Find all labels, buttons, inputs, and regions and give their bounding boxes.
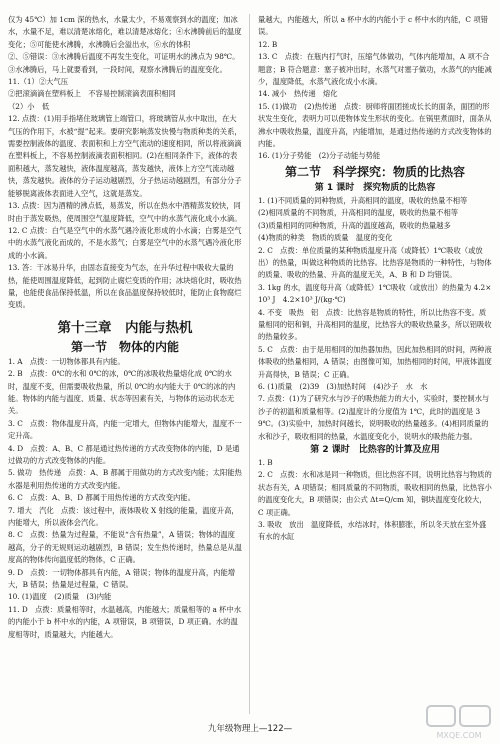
answer-paragraph: 3. 吸收 放出 温度降低，水结冰时，体积膨胀，所以冬天放在室外盛有水的水缸 — [258, 520, 487, 542]
answer-paragraph: 1. A 点拨：一切物体都具有内能。 — [8, 356, 125, 366]
answer-paragraph: ②把滚滴滴在塑料板上 不容易控制滚滴表面积相同 — [8, 89, 176, 99]
answer-paragraph: 1. (1)不同质量的同种物质，升高相同的温度，吸收的热量不相等 — [258, 195, 468, 205]
answer-paragraph: 12. 点拨：(1)用手指堵住玻璃管上端管口，将玻璃管从水中取出，在大气压的作用下，水被“提”起来。要研究影响蒸发快慢与物质种类的关系，需要控制液体的温度、表面积和上方空气流动的速度相同，所以将液滴滴在塑料板上，不容易控制液滴表面积相同。(2)在相同条件下，液体的表面积越大，蒸发越快，液体温度越高，蒸发越快，液体上方空气流动越快，蒸发越快。液体的分子运动越剧烈，分子热运动越剧烈，有部分分子能够脱离液体表面进入空气，这就是蒸发。 — [8, 114, 242, 198]
answer-paragraph: 7. 增大 汽化 点拨：该过程中，液体吸收 X 射线的能量，温度升高，内能增大，所以液体会汽化。 — [8, 505, 239, 528]
page-footer: 九年级物理上—122— — [207, 724, 293, 734]
answer-paragraph: 量越大，内能越大，所以 a 杯中水的内能小于 c 杯中水的内能，C 项错误。 — [258, 15, 488, 37]
watermark-logo — [424, 702, 494, 742]
answer-paragraph: ②、⑤错误：③水沸腾后温度不再发生变化，可证明水的沸点为 98℃。③水沸腾后，马上就要看到，一段时间，观察水沸腾后的温度变化。 — [8, 52, 240, 74]
answer-paragraph: 15. (1)做功 (2)热传递 点拨：厨师将面团搓成长长的面条，面团的形状发生变化，表明力可以使物体发生形状的变化。在锅里煮面时，面条从沸水中吸收热量，温度升高，内能增加，是通过热传递的方式改变物体的内能。 — [258, 101, 492, 149]
right-column — [258, 14, 492, 544]
section-heading: 第一节 物体的内能 — [70, 339, 179, 354]
left-column — [8, 14, 242, 641]
answer-paragraph: 11. D 点拨：质量相等时，水温越高，内能越大；质量相等的 a 杯中水的内能小于 b 杯中水的内能，A 项错误，B 项错误，D 项正确。水的温度相等时，质量越大，内能越大。 — [8, 604, 242, 639]
answer-paragraph: 11.（1）②大气压 — [8, 77, 69, 87]
answer-paragraph: 14. 减小 热传递 熔化 — [258, 89, 338, 99]
answer-paragraph: 3. 1kg 的水，温度每升高（或降低）1℃吸收（或放出）的热量为 4.2×10³ J 4.2×10³ J/(kg·℃) — [258, 282, 492, 305]
answer-paragraph: 3. C 点拨：物体温度升高，内能一定增大，但物体内能增大，温度不一定升高。 — [8, 418, 242, 441]
lesson-heading: 第 1 课时 探究物质的比热容 — [314, 182, 436, 193]
answer-paragraph: 10. (1)温度 (2)质量 (3)内能 — [8, 592, 112, 602]
answer-paragraph: 仅为 45℃）加 1cm 深的热水，水量太少，不易观察到水的温度；加冰水，水量不足，难以清楚冰熔化，难以清楚冰熔化；④水沸腾前后的温度变化；⑤可能使水沸腾，水沸腾后会溢出水，⑥水的体积 — [8, 15, 242, 49]
answer-paragraph: (4)物质的种类 物质的质量 温度的变化 — [258, 233, 393, 243]
answer-paragraph: 1. B — [258, 458, 273, 467]
answer-paragraph: 13. 点拨：因为酒精的沸点低，易蒸发，所以在热水中酒精蒸发较快，同时由于蒸发吸热，使周围空气温度降低，空气中的水蒸气液化成小水滴。 — [8, 201, 242, 223]
answer-paragraph: 16. (1)分子势能 (2)分子动能与势能 — [258, 151, 381, 161]
answer-paragraph: 5. 做功 热传递 点拨：A、B 都属于用做功的方式改变内能；太阳能热水器是利用热传递的方式改变内能。 — [8, 468, 242, 490]
answer-paragraph: 2. C 点拨：单位质量的某种物质温度升高（或降低）1℃吸收（或放出）的热量，叫做这种物质的比热容。比热容是物质的一种特性，与物体的质量、吸收的热量、升高的温度无关，A、B 和 D 均错误。 — [258, 245, 492, 280]
answer-paragraph: 13. 答：干冰易升华，由固态直接变为气态，在升华过程中吸收大量的热，能使周围温度降低，起到防止腐烂变质的作用；冰块熔化时，吸收热量，也能使食品保持低温，所以在食品温度保持较低时，能防止食物腐烂变质。 — [8, 263, 242, 310]
answer-paragraph: 8. C 点拨：热量为过程量，不能说“含有热量”，A 错误；物体的温度越高，分子的无规则运动越剧烈，B 错误；发生热传递时，热量总是从温度高的物体传向温度低的物体，C 正确。 — [8, 530, 242, 565]
answer-paragraph: 12. C 点拨：白气是空气中的水蒸气遇冷液化形成的小水滴；白雾是空气中的水蒸气液化而成的，不是水蒸气；白雾是空气中的水蒸气遇冷液化形成的小水滴。 — [8, 225, 242, 260]
svg-text:MXQE.COM: MXQE.COM — [436, 731, 482, 740]
answer-paragraph: 4. D 点拨：A、B、C 都是通过热传递的方式改变物体的内能，D 是通过做功的方式改变物体的内能。 — [8, 443, 240, 465]
answer-paragraph: 2. B 点拨：0℃的水和 0℃的冰，0℃的冰吸收热量熔化成 0℃的水时，温度不变，但需要吸收热量，所以 0℃的水内能大于 0℃的冰的内能。物体的内能与温度、质量、状态等因素有关，与物体的运动状态无关。 — [8, 369, 236, 416]
answer-paragraph: （2）小 低 — [8, 101, 50, 111]
answer-paragraph: 7. 点拨：(1)为了研究水与沙子的吸热能力的大小，实验时，要控制水与沙子的初温和质量相等。(2)温度计的分度值为 1℃，此时的温度是 39℃。(3)实验中，加热时间越长，说明吸收的热量越多。(4)相同质量的水和沙子，吸收相同的热量，水温度变化小，说明水的吸热能力强。 — [258, 394, 490, 441]
answer-paragraph: 12. B — [258, 39, 278, 49]
lesson-heading: 第 2 课时 比热容的计算及应用 — [310, 445, 440, 455]
answer-paragraph: 4. 不变 吸热 铝 点拨：比热容是物质的特性，所以比热容不变。质量相同的铝和铜，升高相同的温度，比热容大的吸收热量多，所以铝吸收的热量较多。 — [258, 307, 492, 342]
answer-paragraph: 6. (1)质量 (2)39 (3)加热时间 (4)沙子 水 水 — [258, 381, 428, 391]
section-heading: 第二节 科学探究：物质的比热容 — [284, 164, 465, 179]
answer-paragraph: 6. C 点拨：A、B、D 都属于用热传递的方式改变内能。 — [8, 493, 195, 503]
column-divider — [249, 14, 250, 714]
answer-paragraph: 2. C 点拨：水和冰是同一种物质，但比热容不同，说明比热容与物质的状态有关，A 项错误；相同质量的不同物质，吸收相同的热量，比热容小的温度变化大，B 项错误；由公式 Δt=Q/cm 知，铜块温度变化较大，C 项正确。 — [258, 470, 492, 517]
answer-paragraph: 5. C 点拨：由于是用相同的加热器加热，因此加热相同的时间，两种液体吸收的热量相同，A 错误；由图像可知，加热相同的时间，甲液体温度升高得快，B 错误；C 正确。 — [258, 344, 492, 379]
chapter-heading: 第十三章 内能与热机 — [57, 319, 193, 336]
answer-paragraph: 13. C 点拨：在瓶内打气时，压缩气体做功，气体内能增加，A 项不合题意；B 符合题意：塞子被冲出时，水蒸气对塞子做功，水蒸气的内能减少，温度降低，水蒸气液化成小水滴。 — [258, 52, 492, 87]
answer-paragraph: (3)质量相同的同种物质，升高的温度越高，吸收的热量越多 — [258, 220, 451, 230]
answer-paragraph: 9. D 点拨：一切物体都具有内能，A 错误；物体的温度升高，内能增大，B 错误；热量是过程量，C 错误。 — [8, 567, 236, 590]
answer-paragraph: (2)相同质量的不同物质，升高相同的温度，吸收的热量不相等 — [258, 208, 459, 218]
